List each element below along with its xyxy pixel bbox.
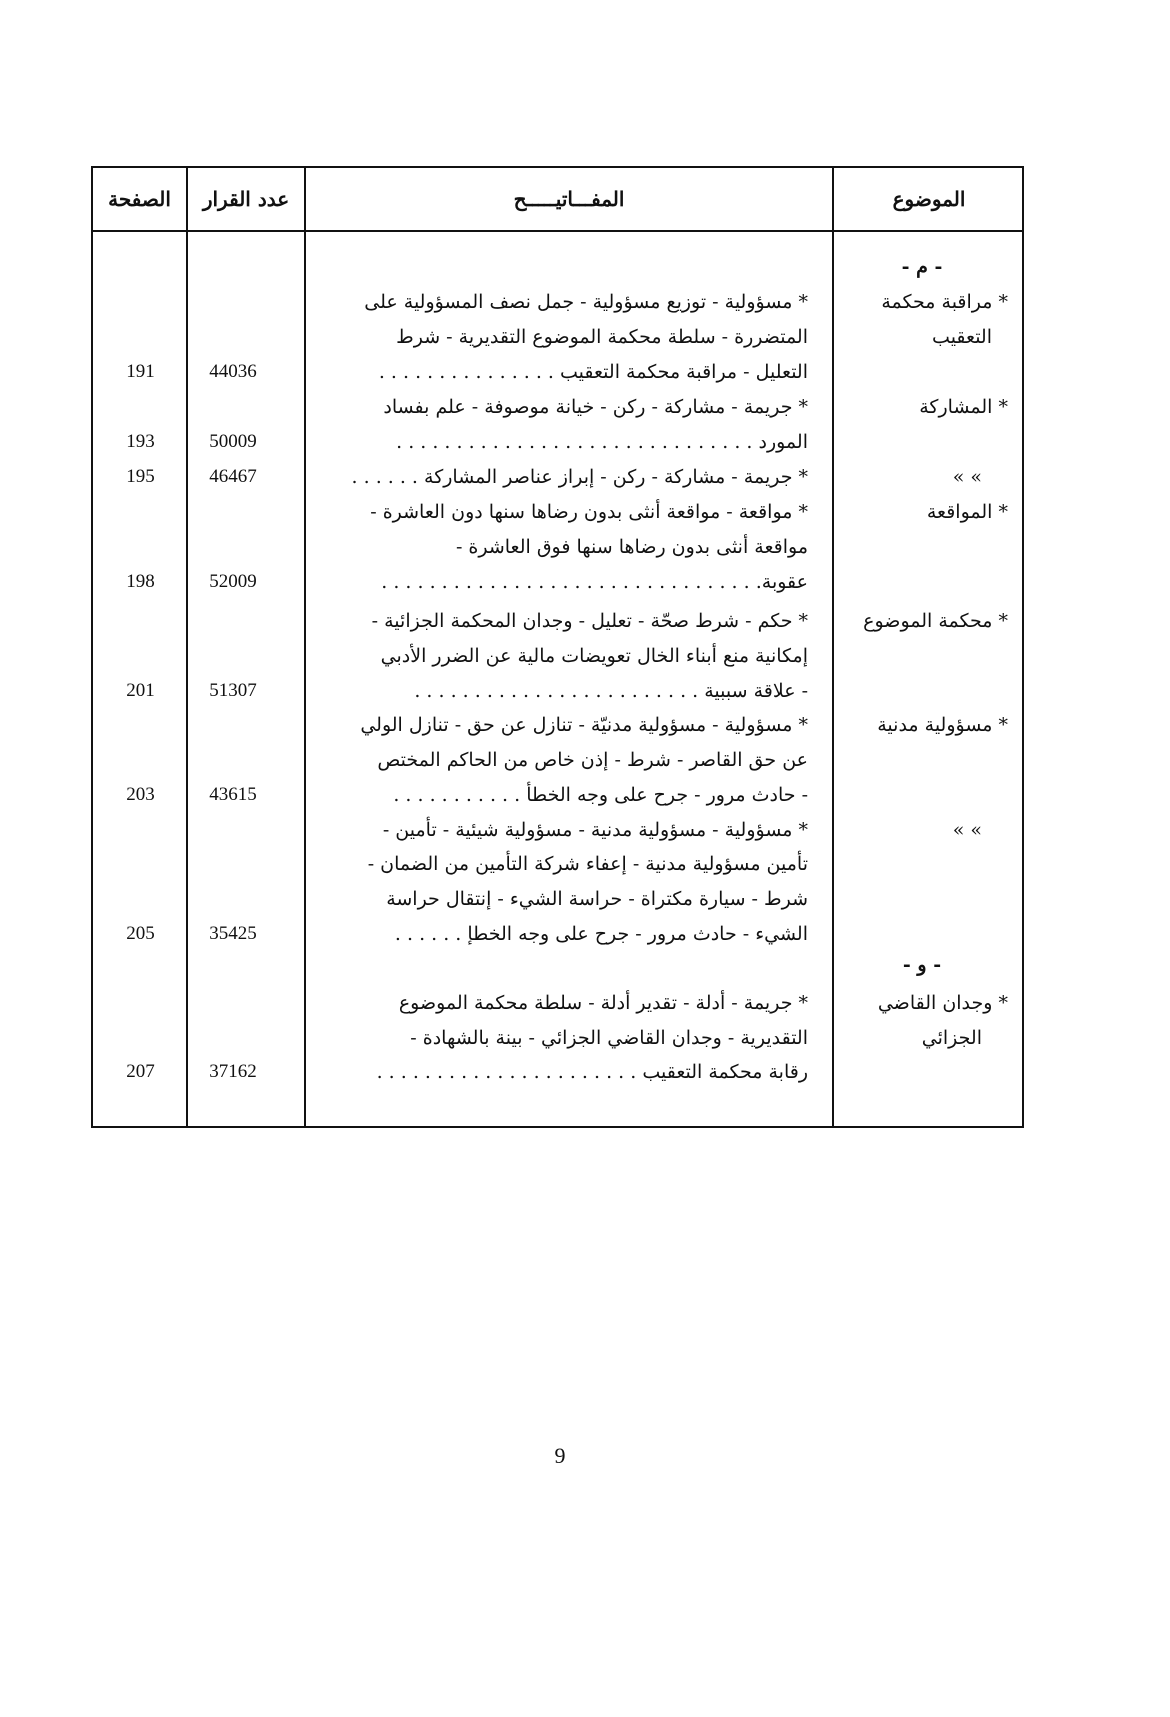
key-line: * مواقعة - مواقعة أنثى بدون رضاها سنها دون العاشرة - <box>370 501 808 523</box>
topic: * مراقبة محكمة <box>881 291 1008 313</box>
decision-number: 43615 <box>209 784 257 805</box>
section-letter: - م - <box>901 256 943 278</box>
key-line: التعليل - مراقبة محكمة التعقيب . . . . . . . . . . . . . . . <box>378 361 808 383</box>
decision-number: 50009 <box>209 431 257 452</box>
key-line: * حكم - شرط صحّة - تعليل - وجدان المحكمة الجزائية - <box>371 610 808 632</box>
topic: * محكمة الموضوع <box>863 610 1008 632</box>
key-line: المورد . . . . . . . . . . . . . . . . . . . . . . . . . . . . . . <box>396 431 808 453</box>
column-divider <box>832 168 834 1126</box>
key-line: إمكانية منع أبناء الخال تعويضات مالية عن الضرر الأدبي <box>380 645 808 667</box>
page-ref: 191 <box>126 361 155 382</box>
key-line: الشيء - حادث مرور - جرح على وجه الخطإ . . . . . . <box>394 923 808 945</box>
page-ref: 201 <box>126 680 155 701</box>
key-line: * جريمة - مشاركة - ركن - خيانة موصوفة - علم بفساد <box>383 396 808 418</box>
section-letter: - و - <box>902 954 942 976</box>
key-line: التقديرية - وجدان القاضي الجزائي - بينة بالشهادة - <box>410 1027 808 1049</box>
header-decision-number: عدد القرار <box>202 187 290 211</box>
topic: * وجدان القاضي <box>877 992 1008 1014</box>
decision-number: 35425 <box>209 923 257 944</box>
key-line: - علاقة سببية . . . . . . . . . . . . . . . . . . . . . . . . <box>414 680 808 702</box>
header-page: الصفحة <box>108 187 171 211</box>
key-line: * جريمة - أدلة - تقدير أدلة - سلطة محكمة الموضوع <box>398 992 808 1014</box>
topic: * المشاركة <box>919 396 1008 418</box>
index-table <box>91 166 1024 1128</box>
ditto-mark: » » <box>952 466 982 488</box>
key-line: شرط - سيارة مكتراة - حراسة الشيء - إنتقال حراسة <box>386 888 808 910</box>
key-line: المتضررة - سلطة محكمة الموضوع التقديرية - شرط <box>396 326 808 348</box>
decision-number: 44036 <box>209 361 257 382</box>
header-divider <box>93 230 1022 232</box>
page-ref: 198 <box>126 571 155 592</box>
key-line: * مسؤولية - مسؤولية مدنيّة - تنازل عن حق - تنازل الولي <box>360 714 808 736</box>
key-line: * مسؤولية - توزيع مسؤولية - جمل نصف المسؤولية على <box>364 291 808 313</box>
decision-number: 37162 <box>209 1061 257 1082</box>
key-line: مواقعة أنثى بدون رضاها سنها فوق العاشرة - <box>455 536 808 558</box>
key-line: عقوبة. . . . . . . . . . . . . . . . . . . . . . . . . . . . . . . . <box>381 571 808 593</box>
decision-number: 52009 <box>209 571 257 592</box>
decision-number: 51307 <box>209 680 257 701</box>
decision-number: 46467 <box>209 466 257 487</box>
page-ref: 195 <box>126 466 155 487</box>
key-line: * مسؤولية - مسؤولية مدنية - مسؤولية شيئية - تأمين - <box>382 819 808 841</box>
topic: التعقيب <box>932 326 992 348</box>
header-keys: المفـــاتيـــــح <box>513 187 625 211</box>
topic: الجزائي <box>921 1027 982 1049</box>
page-ref: 205 <box>126 923 155 944</box>
page-ref: 203 <box>126 784 155 805</box>
page-ref: 193 <box>126 431 155 452</box>
key-line: تأمين مسؤولية مدنية - إعفاء شركة التأمين من الضمان - <box>367 853 808 875</box>
key-line: عن حق القاصر - شرط - إذن خاص من الحاكم المختص <box>377 749 808 771</box>
header-topic: الموضوع <box>892 187 966 211</box>
page-ref: 207 <box>126 1061 155 1082</box>
key-line: رقابة محكمة التعقيب . . . . . . . . . . . . . . . . . . . . . . <box>376 1061 808 1083</box>
key-line: - حادث مرور - جرح على وجه الخطأ . . . . . . . . . . . <box>393 784 808 806</box>
topic: * مسؤولية مدنية <box>877 714 1008 736</box>
key-line: * جريمة - مشاركة - ركن - إبراز عناصر المشاركة . . . . . . <box>351 466 808 488</box>
column-divider <box>186 168 188 1126</box>
ditto-mark: » » <box>952 819 982 841</box>
page-number: 9 <box>554 1443 566 1468</box>
topic: * المواقعة <box>926 501 1008 523</box>
column-divider <box>304 168 306 1126</box>
